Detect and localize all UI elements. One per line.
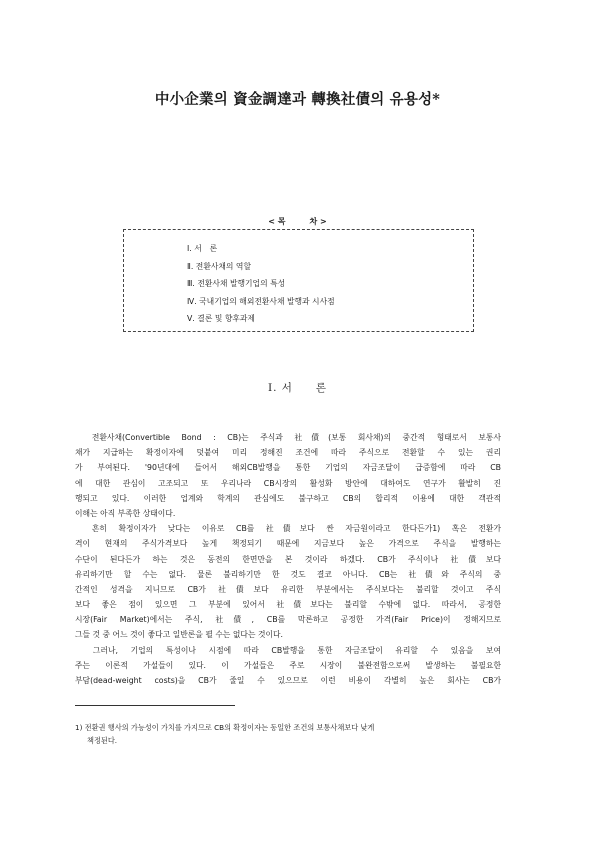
body-line: 에 대한 관심이 고조되고 또 우리나라 CB시장의 활성화 방안에 대하여도 연구가 활발히 진 (75, 478, 501, 488)
footnote-divider (75, 705, 235, 706)
toc-heading (0, 216, 595, 227)
paper-title: 中小企業의 資金調達과 轉換社債의 유용성* (154, 91, 441, 108)
toc-item: Ⅰ. 서 론 (187, 244, 218, 253)
body-line: 유리하기만 할 수는 없다. 물론 불리하기만 한 것도 결코 아니다. CB는 社債와 주식의 중 (75, 569, 501, 579)
toc-heading-text: < 목 차 > (262, 217, 332, 226)
body-line: 가 부여된다. '90년대에 들어서 해외CB발행을 통한 기업의 자금조달이 급증함에 따라 CB (75, 463, 501, 473)
body-line: 채가 지급하는 확정이자에 덧붙여 미리 정해진 조건에 따라 주식으로 전환할 수 있는 권리 (75, 448, 501, 458)
body-line: 흔히 확정이자가 낮다는 이유로 CB를 社債보다 싼 자금원이라고 한다든가1) 혹은 전환가 (75, 524, 501, 534)
toc-item: Ⅴ. 결론 및 향후과제 (187, 314, 255, 323)
toc-item: Ⅱ. 전환사채의 역할 (187, 261, 251, 271)
body-line: 전환사채(Convertible Bond : CB)는 주식과 社債(보통 회사채)의 중간적 형태로서 보통사 (75, 433, 501, 442)
footnote-line: 책정된다. (87, 736, 118, 745)
body-line: 수단이 된다든가 하는 것은 동전의 한면만을 본 것이라 하겠다. CB가 주식이나 社債보다 (75, 554, 501, 564)
section-heading: Ⅰ. 서 론 (267, 382, 328, 394)
body-line: 그들 것 중 어느 것이 좋다고 일반론을 펼 수는 없다는 것이다. (75, 630, 284, 640)
body-line: 주는 이론적 가설들이 있다. 이 가설들은 주로 시장이 불완전함으로써 발생하는 불필요한 (75, 660, 501, 670)
body-paragraphs (75, 430, 501, 688)
body-line: 부담(dead-weight costs)을 CB가 줄일 수 있으므로 이런 비용이 각별히 높은 회사는 CB가 (75, 676, 501, 685)
footnote-line: 1) 전환권 행사의 가능성이 가치를 가지므로 CB의 확정이자는 동일한 조건의 보통사채보다 낮게 (75, 723, 375, 732)
footnote (75, 721, 501, 747)
body-line: 보다 좋은 점이 있으면 그 부분에 있어서 社債보다는 불리할 수밖에 없다. 따라서, 공정한 (75, 600, 501, 610)
toc-item: Ⅳ. 국내기업의 해외전환사채 발행과 시사점 (187, 296, 335, 306)
body-line: 시장(Fair Market)에서는 주식, 社債, CB를 막론하고 공정한 가격(Fair Price)이 정해지므로 (75, 615, 501, 625)
toc-item: Ⅲ. 전환사채 발행기업의 특성 (187, 279, 286, 288)
body-line: 간적인 성격을 지니므로 CB가 社債보다 유리한 부분에서는 주식보다는 불리할 것이고 주식 (75, 584, 501, 594)
body-line: 행되고 있다. 이러한 업계와 학계의 관심에도 불구하고 CB의 합리적 이용에 대한 객관적 (75, 493, 501, 503)
body-line: 격이 현재의 주식가격보다 높게 책정되기 때문에 지금보다 높은 가격으로 주식을 발행하는 (75, 539, 501, 549)
toc-list (187, 240, 335, 328)
body-line: 그러나, 기업의 특성이나 시점에 따라 CB발행을 통한 자금조달이 유리할 수 있음을 보여 (75, 645, 501, 655)
body-line: 이해는 아직 부족한 상태이다. (75, 508, 176, 518)
